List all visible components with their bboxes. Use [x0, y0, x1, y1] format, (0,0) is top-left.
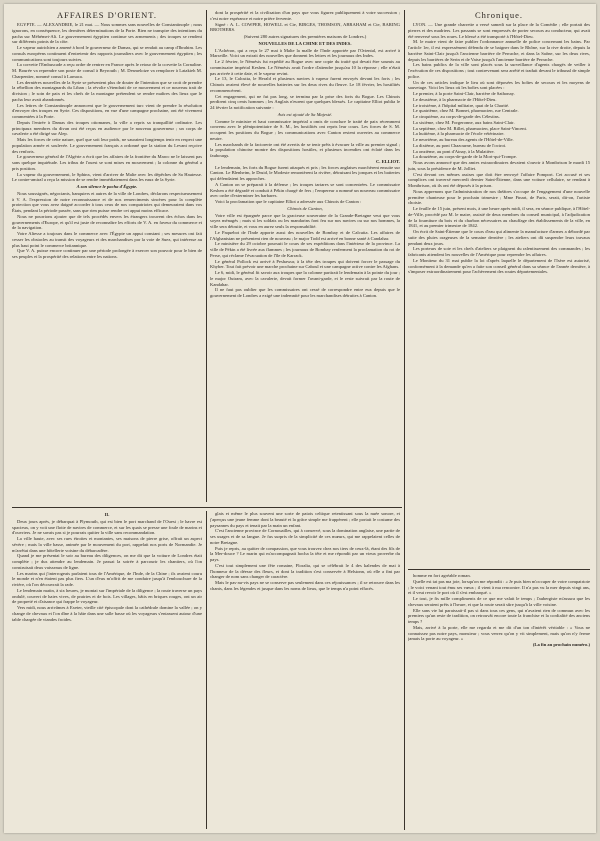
- list-item: La septième, chez M. Rillet, pharmacien, place Saint-Vincent.: [413, 125, 528, 131]
- column-chronique: [408, 10, 590, 566]
- paragraph: glais et même le plus souvent une sorte de patois celtique retentissant sous la nuée sonore, et j'aperçus une jeune femme dont la beauté et la grâce simple me frappèrent ; elle portait le costume des paysannes du pays et tenait par la main un enfant.: [210, 511, 400, 528]
- column-chine: [210, 10, 400, 504]
- paragraph: La ville haute, avec ses rues étroites et montantes, ses maisons de pierre grise, offrait un aspect sévère ; mais la ville basse, animée par le mouvement du port, rappelait nos ports de Normandie. Je m'arrêtai dans une hôtellerie voisine du débarcadère.: [12, 536, 202, 553]
- paragraph: Votre ville est épargnée parce que la gracieuse souveraine de la Grande-Bretagne veut que vous soyez ménagés ; mais si les soldats ou les mandarins font feu sur nos navires ou sur nos hommes, la ville sera détruite, et vous en aurez seuls la responsabilité.: [210, 212, 400, 229]
- paragraph: Mais le pas-au-vis pays ne se conserve pas seulement dans ces réjouissances ; il se retrouve dans les chants, dans les légendes et jusque dans les noms de lieux, que le temps n'a point effacés.: [210, 580, 400, 591]
- paragraph: C'est tout simplement une fête romaine, Floralia, qui se célébrait le 4 des kalendes de mai à l'honneur de la déesse des fleurs, et dont la tradition s'est conservée à Helstonn, où elle a fini par changer de nom sans changer de caractère.: [210, 562, 400, 580]
- paragraph: C'est l'ancienne province de Cornouailles, qui à conservé, sous la domination anglaise, une partie de ses usages et de sa langue. Je fus surpris de la simplicité de ces mœurs, qui me rappelaient celles de notre Bretagne.: [210, 528, 400, 545]
- feuilleton-col-c: [408, 573, 590, 829]
- paragraph: A Canton on se préparait à la défense ; les troupes tartares se sont concentrées. Le commissaire Keshen a été dégradé et conduit à Pékin chargé de fers ; l'empereur a nommé un nouveau commissaire avec ordre d'exterminer les barbares.: [210, 181, 400, 199]
- list-item: Le cinquième, au corps-de-garde des Célestins.: [413, 114, 500, 119]
- signature: C. ELLIOT.: [375, 158, 400, 164]
- paragraph: Nous apprenons que l'administration de nos théâtres s'occupe de l'engagement d'une nouvelle première chanteuse pour le prochain trimestre ; Mme Finart, de Paris, serait, dit-on, l'artiste choisie.: [408, 188, 590, 206]
- list-item: Le premier, à la porte Saint-Clair, barrière de Sathonay.: [413, 91, 515, 96]
- paragraph: Le 13, le Calcutta, le Herald et plusieurs navires à vapeur furent envoyés devant les forts ; les Chinois avaient élevé de nouvelles batteries sur les deux rives du fleuve. Le 18 février, les hostilités recommencèrent.: [210, 76, 400, 93]
- paragraph: Le 2 février, le Némésis fut expédié au Bogue avec une copie du traité qui devait être soumis au commissaire impérial Keshen. Le Némésis avait l'ordre d'attendre jusqu'au 10 la réponse ; elle n'était pas arrivée à cette date, et le vapeur revint.: [210, 59, 400, 76]
- paragraph: Le feuille de 15 juin, présent mois, à une heure après midi, il sera, en séance publique, à l'Hôtel-de-Ville, procédé par M. le maire, assisté de deux membres du conseil municipal, à l'adjudication de la fourniture du bois et du charbon nécessaires au chauffage des établissements de la ville, en 1841, et au premier trimestre de 1842.: [408, 206, 590, 229]
- list-item: Le neuvième, au bureau des agents de l'Hôtel-de-Ville.: [413, 137, 514, 142]
- feuilleton-col-b: [210, 511, 400, 829]
- section-title-affaires: AFFAIRES D'ORIENT.: [57, 10, 157, 20]
- feuilleton-rule: [12, 507, 402, 508]
- newspaper-page: [4, 4, 596, 833]
- list-item: Le quatrième, chez M. Bonnet, pharmacien, rue Centrale.: [413, 108, 519, 114]
- list-item: La douzième, au corps-de-garde de la Mort-qui-Trompe.: [413, 154, 517, 160]
- paragraph: La vapeur du gouvernement, le Sphinx, vient d'arriver de Malte avec les dépêches de Sa Hautesse. Le contre-amiral a reçu la mission de se rendre immédiatement dans les eaux de la Syrie.: [12, 171, 202, 183]
- paragraph: Les porteurs de soie et les chefs d'ateliers se plaignent du ralentissement des commandes ; les fabricants attendent les nouvelles de l'Amérique pour reprendre les affaires.: [408, 246, 590, 257]
- paragraph: Nous avons annoncé que des amies extraordinaires devaient s'ouvrir à Montbrison le mardi 15 juin, sous la présidence de M. Jolliet.: [408, 160, 590, 171]
- paragraph: homme en fort agréable roman.: [413, 573, 471, 578]
- paragraph: Un de ces articles indique le lieu où sont déposées les boîtes de secours et les moyens de sauvetage. Voici les lieux où les boîtes sont placées :: [408, 79, 590, 91]
- list-item: Le troisième, à l'hôpital militaire, quai de la Charité.: [413, 102, 510, 108]
- paragraph: Il ne faut pas oublier que les commissaires ont cessé de correspondre entre eux depuis que le gouvernement de Londres a exigé une indemnité pour les marchandises détruites à Canton.: [210, 287, 400, 298]
- column-rule: [404, 10, 405, 830]
- paragraph: Les bains publics de la ville sont placés sous la surveillance d'agents chargés de veiller à l'exécution de ces dispositions ; tout contrevenant sera arrêté et traduit devant le tribunal de simple police.: [408, 62, 590, 79]
- feuilleton-rule: [408, 569, 590, 570]
- paragraph: Quelle est tat pas ma joie, lorsqu'on me répondit : « Je puis bien m'occuper de votre compatriote ; le voici venant tout ému ses vœux ; il vient à ma rencontre. Il n'a pas vu la mer depuis vingt ans, et il veut revoir le port où il s'est embarqué. »: [408, 578, 590, 596]
- paragraph: Que V. A. puisse encore continuer par une période prolongée à exercer son pouvoir pour le bien de ses peuples et la prospérité des relations entre les nations.: [12, 248, 202, 259]
- paragraph: Le gouverneur général de l'Algérie a écrit que les affaires de la frontière du Maroc ne le laissent pas sans quelque inquiétude. Les tribus de l'ouest se sont mises en mouvement ; la colonne du général a pris position.: [12, 154, 202, 171]
- paragraph: Les dernières nouvelles de la Syrie se présentent plus de douter de l'intention que se croit de prendre la rébellion des montagnards du Liban ; la révolte s'étendrait de ce mouvement et ce nouveau trait de division ; le soin de paix et les chefs de la montagne prétendent se rendre maîtres des lieux que le pacha leur avait abandonnés.: [12, 79, 202, 102]
- paragraph: Le 6, midi, le général fit savoir aux troupes que la colonne partirait le lendemain à la pointe du jour ; le major Outram, avec la cavalerie, devait former l'avant-garde, et le reste suivrait par la route de Kandahar.: [210, 270, 400, 287]
- paragraph: Le ministère du 29 octobre poursuit le cours de ses expéditions dans l'intérieur de la province. La ville de Pékin a été livrée aux flammes ; les journaux de Bombay renferment la proclamation du roi de Perse, qui réclame l'évacuation de l'île de Karrack.: [210, 241, 400, 258]
- section-title-chronique: Chronique.: [474, 10, 523, 20]
- paragraph: Depuis l'entrée à Damas des troupes ottomanes, la ville a repris sa tranquillité ordinaire. Les principaux membres du divan ont été reçus en audience par le nouveau gouverneur ; un corps de cavalerie a été dirigé sur Alep.: [12, 119, 202, 137]
- paragraph: Comme le ministre et haut commissaire impérial a omis de conclure le traité de paix récemment convenu avec le plénipotentiaire de S. M., les hostilités ont repris leur cours. Les forces de S. M. occupent les positions du Bogue ; les communications avec Canton restent ouvertes au commerce neutre.: [210, 118, 400, 141]
- mid-heading: Chinois de Canton,: [287, 205, 323, 211]
- paragraph: M. le maire vient de faire publier l'ordonnance annuelle de police concernant les bains. Par l'article 1er, il est expressément défendu de se baigner dans le Rhône, sur la rive droite, depuis la barrière Saint-Clair jusqu'à l'ancienne barrière de Perrache, et dans la Saône, sur les deux rives, depuis les barrières de Serin et de Vaise jusqu'à l'ancienne barrière de Perrache.: [408, 39, 590, 62]
- sub-heading: A son silence le pacha d'Égypte.: [76, 184, 138, 189]
- affaires-paras: [12, 22, 202, 183]
- list-item: Le deuxième, à la pharmacie de l'Hôtel-Dieu.: [413, 96, 497, 102]
- paragraph: Le Moniteur du 31 mai publie la loi d'après laquelle le département de l'Isère est autorisé, conformément à la demande qu'en a faite son conseil général dans sa séance de l'année dernière, à s'imposer extraordinairement pour l'achèvement des routes départementales.: [408, 257, 590, 275]
- paragraph: Mais les forces de cette nature, quel que soit leur poids, ne sauraient longtemps tenir en respect une population armée et soulevée. Le gouvernement français a ordonné que la station du Levant reçoive des renforts.: [12, 137, 202, 154]
- paragraph: La corvette l'Embuscade a reçu ordre de rentrer en France après le retour de la corvette la Cornaline. M. Bourée va reprendre son poste de consul à Beyrouth ; M. Desmeloize va remplacer à Latakieh M. Charpentier, nommé consul à Larnaca.: [12, 62, 202, 79]
- paragraph: Puis je repris, au quitter de compassion, que vous trouvez chez nos tiers de ceux-là, étant des fils de la Mer-douce ? Le marin qui m'accompagnait hocha la tête et me répondit par un vieux proverbe du pays.: [210, 545, 400, 562]
- paragraph: Les marins qui j'interrogeais parlaient tous de l'Amérique, de l'Inde, de la Chine ; ils avaient couru le monde et n'en étaient pas plus fiers. L'un d'eux m'offrit de me conduire jusqu'à l'embouchure de la rivière, où l'on découvrait la rade.: [12, 570, 202, 587]
- paragraph: Le vapeur autrichien a amené à bord le gouverneur de Damas, qui se rendait au camp d'Ibrahim. Les consuls européens continuent d'entretenir des rapports journaliers avec le gouvernement égyptien ; les communications sont toujours suivies.: [12, 45, 202, 62]
- paragraph: C'est devant ces mêmes assises que doit être renvoyé l'affaire Pomport. Cet accusé et ses complices ont traversé mercredi dernier Saint-Étienne, dans une voiture cellulaire, se rendant à Montbrison, où ils ont été déposés à la prison.: [408, 171, 590, 188]
- paragraph: Les lettres de Constantinople annoncent que le gouvernement turc vient de prendre la résolution d'envoyer des troupes en Syrie. Ces dispositions, en vue d'une campagne prochaine, ont été vivement commentées à la Porte.: [12, 102, 202, 119]
- paragraph: Voici la proclamation que le capitaine Elliot a adressée aux Chinois de Canton :: [215, 199, 362, 204]
- paragraph: Le tout, je fis mille compliments de ce que me valait le temps ; l'aubergiste m'assura que les chevaux seraient prêts à l'heure, et que la route serait sûre jusqu'à la ville voisine.: [408, 596, 590, 607]
- list-item: La huitième, à la pharmacie de l'école vétérinaire.: [413, 131, 505, 137]
- chapter-number: II.: [104, 512, 110, 517]
- paragraph: L'Achéron, qui a reçu le 27 mai à Malte la malle de l'Inde apportée par l'Oriental, est arrivé à Marseille. Voici un extrait des nouvelles que donnent les lettres et les journaux des Indes.: [210, 47, 400, 59]
- paragraph: dont la prospérité et la civilisation d'un pays que vous figurez publiquement à votre succession ; c'est notre espérance et notre prière fervente.: [210, 10, 400, 21]
- column-rule: [206, 511, 207, 829]
- paragraph: Les marchands de la factorerie ont été avertis de se tenir prêts à évacuer la ville au premier signal ; la population chinoise montre des dispositions hostiles, et plusieurs incendies ont éclaté dans les faubourgs.: [210, 141, 400, 158]
- paragraph: Le Paquebot de l'Inde apporte aussi des nouvelles de Bombay et de Calcutta. Les affaires de l'Afghanistan ne présentent rien de nouveau ; le major Todd est arrivé en bonne santé à Candahar.: [210, 229, 400, 241]
- feuilleton-col-a: [12, 511, 202, 829]
- paragraph: Deux jours après, je débarquai à Plymouth, qui est bien le port marchand de l'Ouest ; le havre est spacieux, on y voit une flotte de navires de commerce, et sur les quais se presse une foule de marins et d'ouvriers. Je ne savais pas si je pourrais quitter la ville sans recommandation.: [12, 518, 202, 536]
- continued-note: (La fin au prochain numéro.): [532, 642, 590, 647]
- column-affaires: [12, 10, 202, 504]
- column-rule: [206, 10, 207, 502]
- paragraph: Votre Altesse a toujours dans le commerce avec l'Égypte un appui constant ; ses mesures ont fait cesser les obstacles au transit des voyageurs et des marchandises par la voie de Suez, qui intéresse au plus haut point le commerce britannique.: [12, 231, 202, 248]
- paragraph: LYON. — Une grande charrette a versé samedi sur la place de la Comédie ; elle portait des pierres et des madriers. Les passants se sont empressés de porter secours au conducteur, qui avait été renversé sous les roues. Le blessé a été transporté à l'Hôtel-Dieu.: [408, 22, 590, 39]
- paragraph: Cet engagement, qui ne fut pas long, se termina par la prise des forts du Bogue. Les Chinois perdirent cinq cents hommes ; les Anglais n'eurent que quelques blessés. Le capitaine Elliot publia le 24 février la notification suivante :: [210, 93, 400, 110]
- list-item: La onzième, au pont d'Ainay, à la Mulatière.: [413, 148, 495, 154]
- paragraph: Le lendemain, les forts du Bogue furent attaqués et pris ; les forces anglaises marchèrent ensuite sur Canton. Le Blenheim, le Druid, le Modeste remontèrent la rivière, détruisant les jonques et les batteries qui défendaient les approches.: [210, 164, 400, 181]
- signatures: Signé : A. L. COWPER, HOWELL et Cie, BIRGES, THOMSON, ABRAHAM et Cie, BARING BROTHERS.: [210, 21, 400, 33]
- paragraph: Mais, arrivé à la porte, elle me regarda et me dit d'un ton d'intérêt véritable : « Vous ne connaissez pas notre pays, monsieur ; vous verrez qu'on y vit simplement, mais qu'on n'y ferme jamais la porte au voyageur. »: [408, 624, 590, 642]
- paragraph: Quand je me présentai le soir au bureau des diligences, on me dit que la voiture de Londres était complète ; je dus attendre au lendemain. Je passai la soirée à parcourir les chantiers, où l'on construisait deux vaisseaux de ligne.: [12, 553, 202, 570]
- paragraph: Nous soussignés, négociants, banquiers et autres de la ville de Londres, déclarons respectueusement à V. A. l'expression de notre reconnaissance et de nos remerciments sincères pour la complète protection que vous avez daigné accorder à tous ceux de nos compatriotes qui demeuraient dans vos États, pendant la période passée, sans que rien puisse rendre cet appui moins efficace.: [12, 190, 202, 213]
- paragraph: Nous ne pourrions ajouter que de tels procédés envers les étrangers trouvent des échos dans les gouvernements d'Europe, et qu'il est juste de reconnaître les efforts de V. A. en faveur du commerce et de la navigation.: [12, 213, 202, 231]
- mid-heading: Avis est ajouté de Sa Majesté.: [277, 111, 333, 117]
- list-item: La sixième, chez M. Forgeronne, aux bains Saint-Clair.: [413, 119, 515, 125]
- paragraph: Elle sans vie lui paraissait-il pas si dans tous ces gens, qui n'avaient rien de commun avec les premiers qu'un reste de tradition, on retrouvât encore toute la franchise et la cordialité des anciens temps ?: [408, 607, 590, 624]
- paragraph: On écrit de Saint-Étienne que le cours d'eau qui alimente la manufacture d'armes a débordé par suite des pluies orageuses de la semaine dernière ; les ateliers ont dû suspendre leurs travaux pendant deux jours.: [408, 229, 590, 246]
- paragraph: Le lendemain matin, à six heures, je montai sur l'impériale de la diligence ; la route traverse un pays ondulé, couvert de haies vives, de prairies et de bois. Les villages, bâtis en briques rouges, ont un air de propreté et d'aisance qui frappe le voyageur.: [12, 587, 202, 605]
- signatures-note: (Suivent 280 autres signatures des premières maisons de Londres.): [243, 34, 367, 39]
- affaires-paras-2: [12, 191, 202, 260]
- rescue-box-list: [408, 91, 590, 160]
- paragraph: Le général Pollock est arrivé à Peshawur, à la tête des troupes qui doivent forcer le passage du Khyber. Tout fait prévoir une marche prochaine sur Caboul et une campagne active contre les Afghans.: [210, 258, 400, 270]
- list-item: La dixième, au pont Chazourne, bureau de l'octroi.: [413, 142, 507, 148]
- paragraph: EGYPTE. — ALEXANDRIE, le 21 mai. — Nous sommes sans nouvelles de Constantinople ; nous ignorons, en conséquence, les dernières déterminations de la Porte. Rien ne transpire des intentions du pacha sur Méhémet-Ali. Le gouvernement égyptien continue ses armements ; des troupes se rendent sur différents points de la côte.: [12, 22, 202, 45]
- sub-heading-chine: NOUVELLES DE LA CHINE ET DES INDES.: [258, 40, 352, 46]
- paragraph: Vers midi, nous arrivâmes à Exeter, vieille cité épiscopale dont la cathédrale domine la vallée ; on y change de chevaux et l'on dîne à la hâte dans une salle basse où les voyageurs s'entassent autour d'une table chargée de viandes froides.: [12, 605, 202, 622]
